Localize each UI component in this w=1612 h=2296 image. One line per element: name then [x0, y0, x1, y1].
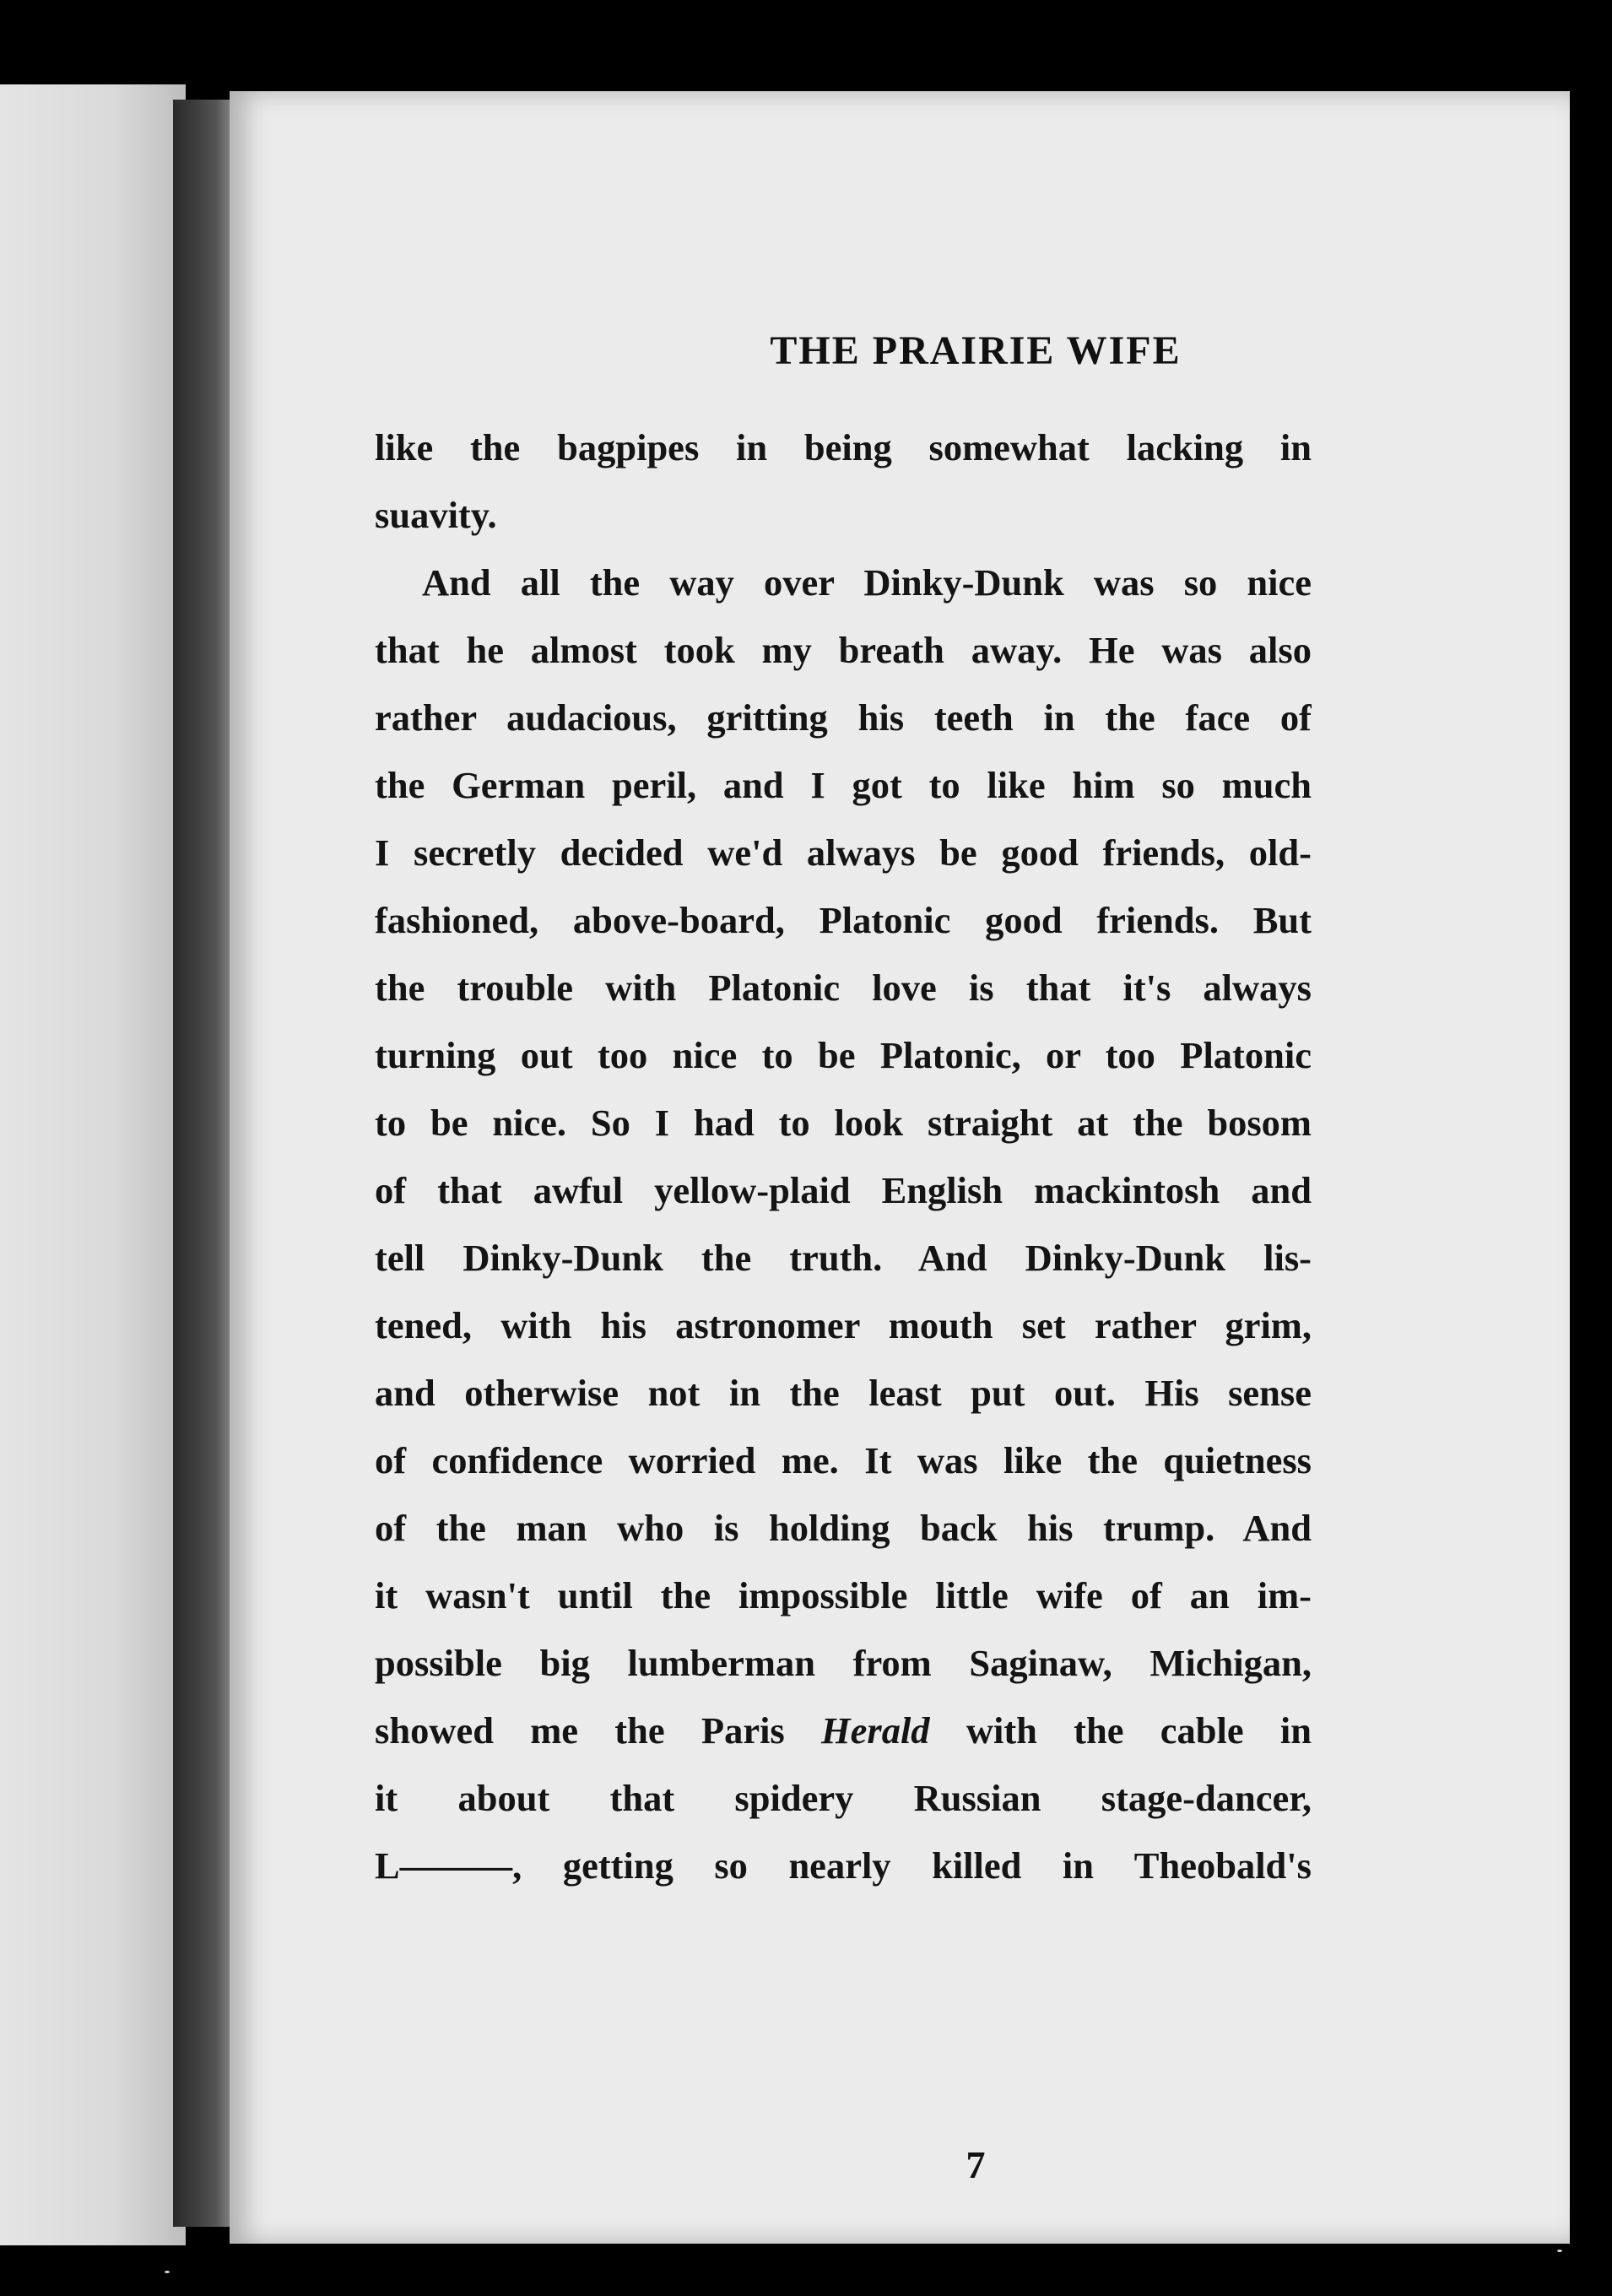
running-header: THE PRAIRIE WIFE — [770, 328, 1182, 373]
scan-dust — [165, 2271, 170, 2273]
scan-dust — [1557, 2250, 1562, 2252]
text-line: turning out too nice to be Platonic, or too Platonic — [375, 1034, 1312, 1076]
text-line: the German peril, and I got to like him so much — [375, 764, 1312, 806]
text-line: it wasn't until the impossible little wife of an im- — [375, 1574, 1312, 1616]
book-page — [230, 91, 1570, 2244]
text-segment: with the cable in — [929, 1709, 1312, 1752]
text-line: I secretly decided we'd always be good friends, old- — [375, 831, 1312, 874]
text-segment: showed me the Paris — [375, 1709, 822, 1752]
text-line: like the bagpipes in being somewhat lacking in — [375, 426, 1312, 468]
text-line: tened, with his astronomer mouth set rather grim, — [375, 1304, 1312, 1346]
italic-title: Herald — [821, 1709, 930, 1752]
text-line: of the man who is holding back his trump. And — [375, 1507, 1312, 1549]
text-line: of confidence worried me. It was like the quietness — [375, 1439, 1312, 1481]
text-line: to be nice. So I had to look straight at the bosom — [375, 1102, 1312, 1144]
text-line: L———, getting so nearly killed in Theobald's — [375, 1844, 1312, 1887]
text-line: rather audacious, gritting his teeth in the face of — [375, 696, 1312, 739]
page-number: 7 — [966, 2143, 986, 2186]
text-line: and otherwise not in the least put out. His sense — [375, 1372, 1312, 1414]
text-line: the trouble with Platonic love is that it's always — [375, 967, 1312, 1009]
text-line: of that awful yellow-plaid English mackintosh and — [375, 1169, 1312, 1211]
text-line: tell Dinky-Dunk the truth. And Dinky-Dunk lis- — [375, 1237, 1312, 1279]
text-line: fashioned, above-board, Platonic good friends. But — [375, 899, 1312, 941]
facing-page-edge — [0, 84, 186, 2245]
body-text — [375, 414, 1312, 1899]
text-line — [375, 1697, 1312, 1764]
text-line: And all the way over Dinky-Dunk was so nice — [422, 561, 1312, 604]
text-line: it about that spidery Russian stage-dancer, — [375, 1777, 1312, 1819]
text-line: suavity. — [375, 494, 497, 536]
text-line: that he almost took my breath away. He was also — [375, 629, 1312, 671]
text-line: possible big lumberman from Saginaw, Michigan, — [375, 1642, 1312, 1684]
